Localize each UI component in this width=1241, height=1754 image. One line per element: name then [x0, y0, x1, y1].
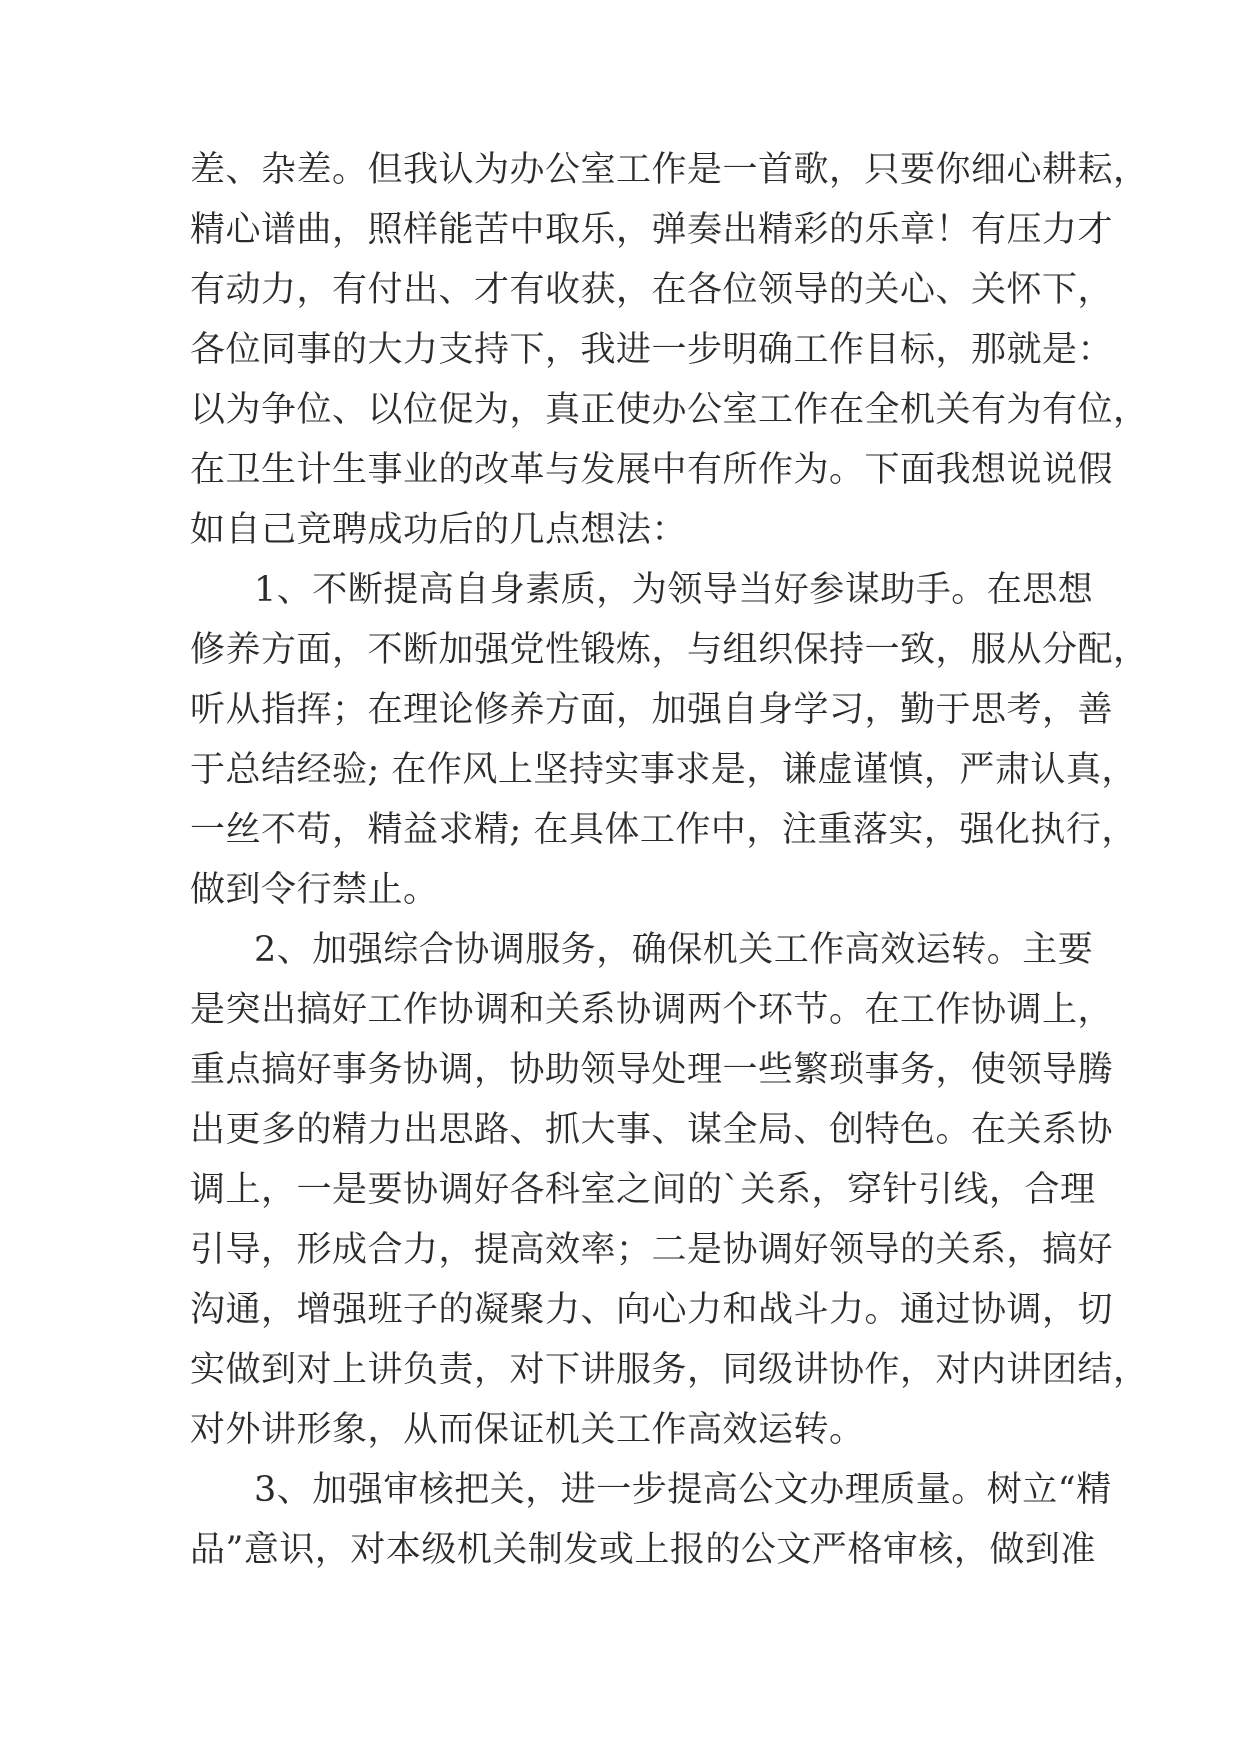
text-line: 调上，一是要协调好各科室之间的`关系，穿针引线，合理: [190, 1170, 1096, 1210]
text-line: 实做到对上讲负责，对下讲服务，同级讲协作，对内讲团结，: [190, 1350, 1149, 1390]
text-line: 修养方面，不断加强党性锻炼，与组织保持一致，服从分配，: [190, 630, 1149, 670]
text-line: 精心谱曲，照样能苦中取乐，弹奏出精彩的乐章！有压力才: [190, 210, 1114, 250]
paragraph-1-start: 1、不断提高自身素质，为领导当好参谋助手。在思想: [254, 570, 1094, 610]
text-line: 引导，形成合力，提高效率；二是协调好领导的关系，搞好: [190, 1230, 1114, 1270]
paragraph-3-start: 3、加强审核把关，进一步提高公文办理质量。树立“精: [254, 1470, 1112, 1510]
text-line: 各位同事的大力支持下，我进一步明确工作目标，那就是：: [190, 330, 1114, 370]
text-line: 在卫生计生事业的改革与发展中有所作为。下面我想说说假: [190, 450, 1114, 490]
text-line: 做到令行禁止。: [190, 870, 439, 910]
text-line: 重点搞好事务协调，协助领导处理一些繁琐事务，使领导腾: [190, 1050, 1114, 1090]
text-line: 是突出搞好工作协调和关系协调两个环节。在工作协调上，: [190, 990, 1114, 1030]
text-line: 对外讲形象，从而保证机关工作高效运转。: [190, 1410, 865, 1450]
text-line: 以为争位、以位促为，真正使办公室工作在全机关有为有位，: [190, 390, 1149, 430]
text-line: 出更多的精力出思路、抓大事、谋全局、创特色。在关系协: [190, 1110, 1114, 1150]
text-line: 沟通，增强班子的凝聚力、向心力和战斗力。通过协调，切: [190, 1290, 1114, 1330]
text-line: 品”意识，对本级机关制发或上报的公文严格审核，做到准: [190, 1530, 1096, 1570]
text-line: 于总结经验; 在作风上坚持实事求是，谦虚谨慎，严肃认真，: [190, 750, 1137, 790]
paragraph-2-start: 2、加强综合协调服务，确保机关工作高效运转。主要: [254, 930, 1094, 970]
document-page: [190, 140, 1149, 1580]
text-line: 听从指挥；在理论修养方面，加强自身学习，勤于思考，善: [190, 690, 1114, 730]
text-line: 差、杂差。但我认为办公室工作是一首歌，只要你细心耕耘，: [190, 150, 1149, 190]
text-line: 有动力，有付出、才有收获，在各位领导的关心、关怀下，: [190, 270, 1114, 310]
text-line: 如自己竞聘成功后的几点想法：: [190, 510, 688, 550]
text-line: 一丝不苟，精益求精; 在具体工作中，注重落实，强化执行，: [190, 810, 1137, 850]
